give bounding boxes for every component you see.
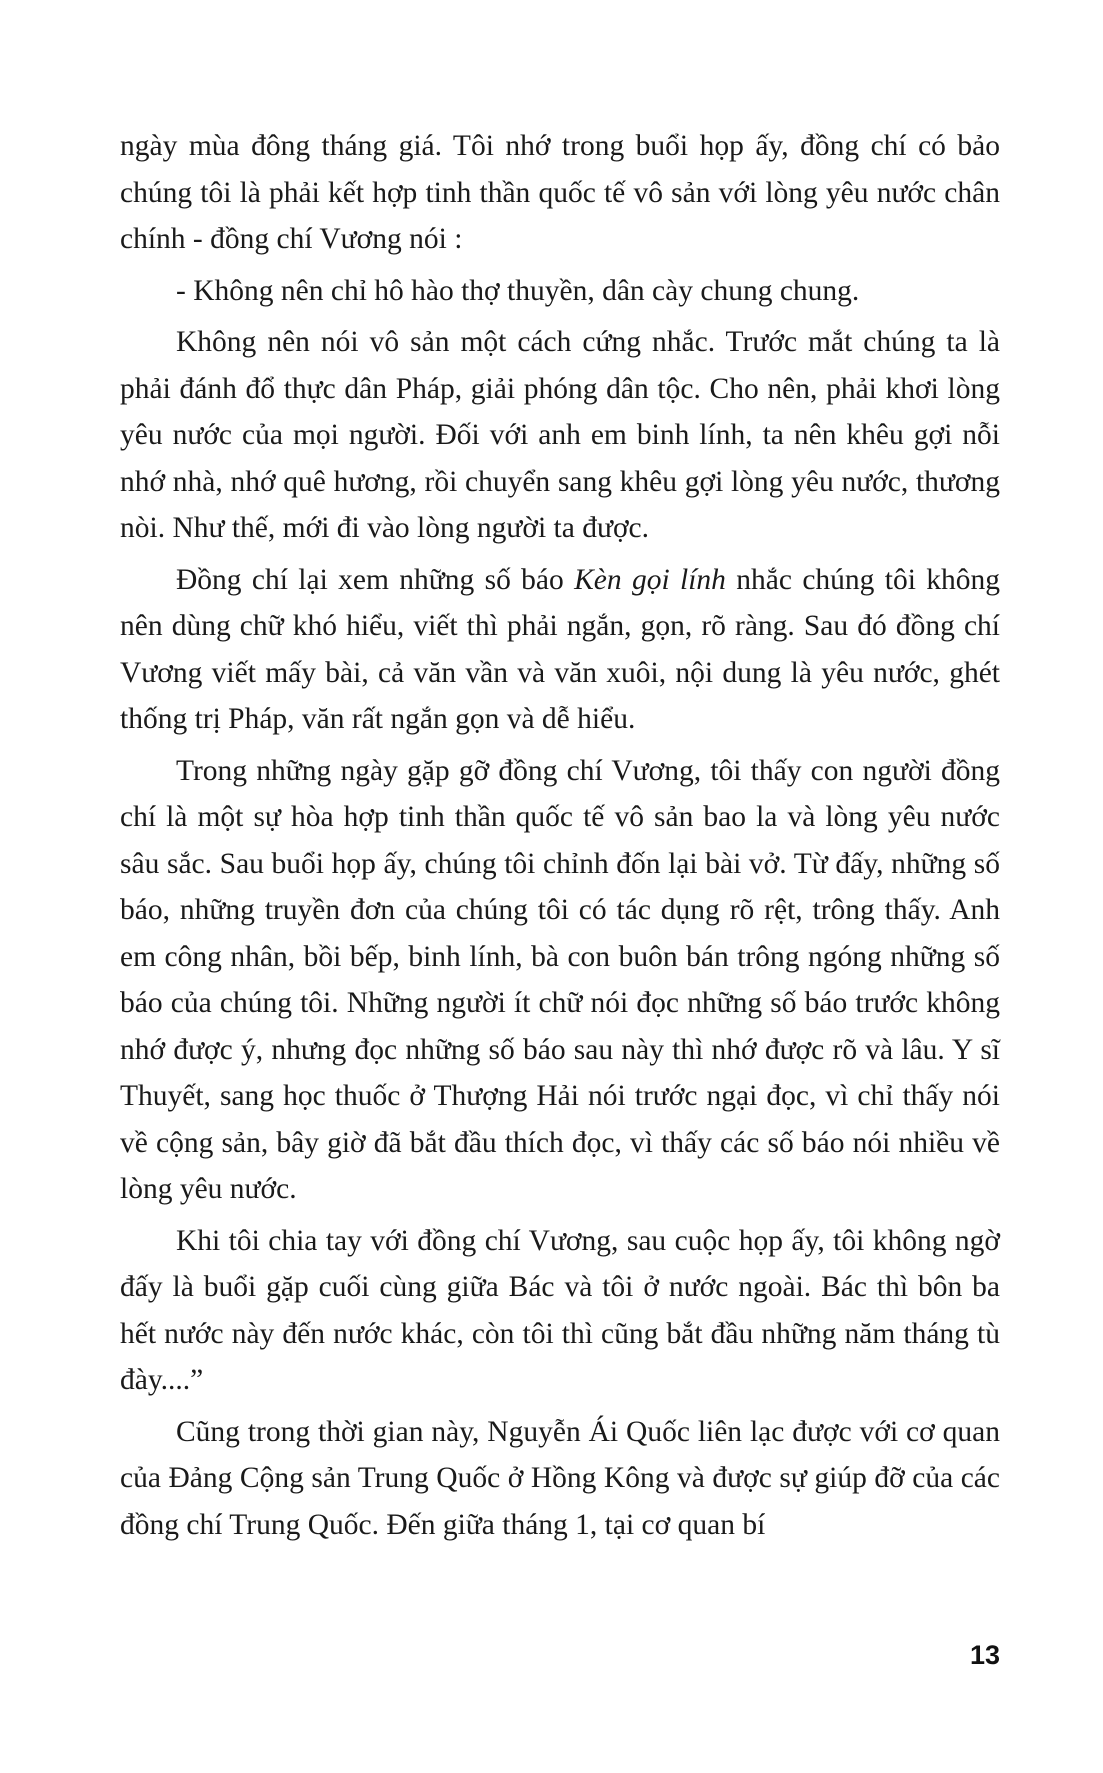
paragraph-5: Trong những ngày gặp gỡ đồng chí Vương, tôi thấy con người đồng chí là một sự hòa hợp tinh thần quốc tế vô sản bao la và lòng yêu nước sâu sắc. Sau buổi họp ấy, chúng tôi chỉnh đốn lại bài vở. Từ đấy, những số báo, những truyền đơn của chúng tôi có tác dụng rõ rệt, trông thấy. Anh em công nhân, bồi bếp, binh lính, bà con buôn bán trông ngóng những số báo của chúng tôi. Những người ít chữ nói đọc những số báo trước không nhớ được ý, nhưng đọc những số báo sau này thì nhớ được rõ và lâu. Y sĩ Thuyết, sang học thuốc ở Thượng Hải nói trước ngại đọc, vì chỉ thấy nói về cộng sản, bây giờ đã bắt đầu thích đọc, vì thấy các số báo nói nhiều về lòng yêu nước. xyxy=(120,754,1000,1205)
page-number: 13 xyxy=(969,1640,1000,1670)
paragraph-4-before: Đồng chí lại xem những số báo xyxy=(176,563,575,596)
paragraph-4-after: nhắc chúng tôi không nên dùng chữ khó hiểu, viết thì phải ngắn, gọn, rõ ràng. Sau đó đồng chí Vương viết mấy bài, cả văn vần và văn xuôi, nội dung là yêu nước, ghét thống trị Pháp, văn rất ngắn gọn và dễ hiểu. xyxy=(120,563,1000,735)
paragraph-2: - Không nên chỉ hô hào thợ thuyền, dân cày chung chung. xyxy=(176,274,860,307)
paragraph-7: Cũng trong thời gian này, Nguyễn Ái Quốc liên lạc được với cơ quan của Đảng Cộng sản Trung Quốc ở Hồng Kông và được sự giúp đỡ của các đồng chí Trung Quốc. Đến giữa tháng 1, tại cơ quan bí xyxy=(120,1415,1000,1541)
body-text xyxy=(120,123,1000,1553)
paragraph-3: Không nên nói vô sản một cách cứng nhắc. Trước mắt chúng ta là phải đánh đổ thực dân Pháp, giải phóng dân tộc. Cho nên, phải khơi lòng yêu nước của mọi người. Đối với anh em binh lính, ta nên khêu gợi nỗi nhớ nhà, nhớ quê hương, rồi chuyển sang khêu gợi lòng yêu nước, thương nòi. Như thế, mới đi vào lòng người ta được. xyxy=(120,326,1000,544)
paragraph-6: Khi tôi chia tay với đồng chí Vương, sau cuộc họp ấy, tôi không ngờ đấy là buổi gặp cuối cùng giữa Bác và tôi ở nước ngoài. Bác thì bôn ba hết nước này đến nước khác, còn tôi thì cũng bắt đầu những năm tháng tù đày....” xyxy=(120,1224,1000,1396)
newspaper-title-italic: Kèn gọi lính xyxy=(574,563,726,596)
paragraph-4 xyxy=(120,557,1000,743)
paragraph-1: ngày mùa đông tháng giá. Tôi nhớ trong buổi họp ấy, đồng chí có bảo chúng tôi là phải kết hợp tinh thần quốc tế vô sản với lòng yêu nước chân chính - đồng chí Vương nói : xyxy=(120,130,1000,255)
